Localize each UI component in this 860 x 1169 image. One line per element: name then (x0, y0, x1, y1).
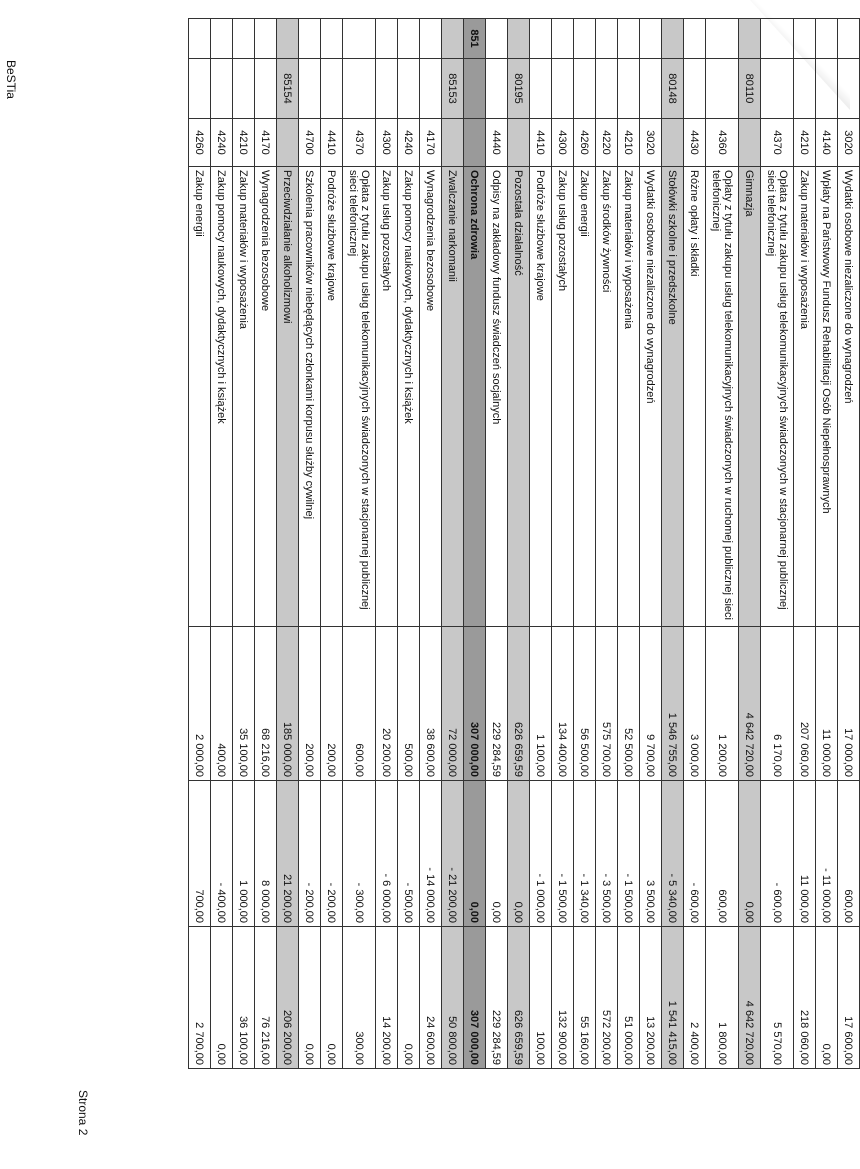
paragraf-cell (464, 119, 486, 167)
table-row (618, 19, 640, 1069)
name-cell: Wynagrodzenia bezosobowe (255, 167, 277, 627)
after-cell: 0,00 (299, 927, 321, 1069)
dzial-cell (420, 19, 442, 59)
table-row (321, 19, 343, 1069)
after-cell: 0,00 (211, 927, 233, 1069)
table-row (398, 19, 420, 1069)
dzial-cell (530, 19, 552, 59)
dzial-cell (739, 19, 761, 59)
paragraf-cell (662, 119, 684, 167)
name-cell: Zakup materiałów i wyposażenia (233, 167, 255, 627)
dzial-cell (574, 19, 596, 59)
name-cell: Pozostała działalność (508, 167, 530, 627)
table-row (640, 19, 662, 1069)
table-row (211, 19, 233, 1069)
plan-cell: 20 200,00 (376, 627, 398, 781)
change-cell: 3 500,00 (640, 781, 662, 927)
table-row (189, 19, 211, 1069)
paragraf-cell (508, 119, 530, 167)
rozdzial-cell (211, 59, 233, 119)
plan-cell: 229 284,59 (486, 627, 508, 781)
paragraf-cell: 4430 (684, 119, 706, 167)
dzial-cell (376, 19, 398, 59)
table-row (299, 19, 321, 1069)
rozdzial-cell (398, 59, 420, 119)
rozdzial-cell: 80148 (662, 59, 684, 119)
rozdzial-cell (552, 59, 574, 119)
rozdzial-cell (530, 59, 552, 119)
rozdzial-cell (574, 59, 596, 119)
dzial-cell (211, 19, 233, 59)
plan-cell: 1 100,00 (530, 627, 552, 781)
rozdzial-cell (299, 59, 321, 119)
change-cell: - 200,00 (299, 781, 321, 927)
paragraf-cell: 4370 (343, 119, 376, 167)
table-row (552, 19, 574, 1069)
after-cell: 4 642 720,00 (739, 927, 761, 1069)
dzial-cell (596, 19, 618, 59)
page-number: Strona 2 (76, 1090, 90, 1136)
name-cell: Zakup usług pozostałych (376, 167, 398, 627)
paragraf-cell: 4300 (552, 119, 574, 167)
dzial-cell (761, 19, 794, 59)
name-cell: Wydatki osobowe niezaliczone do wynagrodzeń (640, 167, 662, 627)
change-cell: 600,00 (706, 781, 739, 927)
paragraf-cell: 4260 (574, 119, 596, 167)
paragraf-cell: 4170 (420, 119, 442, 167)
plan-cell: 307 000,00 (464, 627, 486, 781)
paragraf-cell: 4410 (530, 119, 552, 167)
change-cell: 600,00 (838, 781, 860, 927)
table-row (255, 19, 277, 1069)
name-cell: Różne opłaty i składki (684, 167, 706, 627)
name-cell: Zakup środków żywności (596, 167, 618, 627)
change-cell: 0,00 (464, 781, 486, 927)
name-cell: Szkolenia pracowników niebędących członkami korpusu służby cywilnej (299, 167, 321, 627)
plan-cell: 9 700,00 (640, 627, 662, 781)
name-cell: Wydatki osobowe niezaliczone do wynagrodzeń (838, 167, 860, 627)
after-cell: 50 800,00 (442, 927, 464, 1069)
plan-cell: 207 060,00 (794, 627, 816, 781)
name-cell: Zwalczanie narkomanii (442, 167, 464, 627)
dzial-cell (233, 19, 255, 59)
paragraf-cell: 4210 (794, 119, 816, 167)
change-cell: - 400,00 (211, 781, 233, 927)
rozdzial-cell: 80195 (508, 59, 530, 119)
rozdzial-cell (761, 59, 794, 119)
change-cell: - 500,00 (398, 781, 420, 927)
change-cell: 11 000,00 (794, 781, 816, 927)
change-cell: 0,00 (739, 781, 761, 927)
rozdzial-cell: 80110 (739, 59, 761, 119)
rozdzial-cell (596, 59, 618, 119)
dzial-cell (816, 19, 838, 59)
after-cell: 0,00 (398, 927, 420, 1069)
after-cell: 229 284,59 (486, 927, 508, 1069)
name-cell: Zakup pomocy naukowych, dydaktycznych i książek (211, 167, 233, 627)
dzial-cell (838, 19, 860, 59)
paragraf-cell (442, 119, 464, 167)
paragraf-cell: 4210 (618, 119, 640, 167)
plan-cell: 38 600,00 (420, 627, 442, 781)
plan-cell: 2 000,00 (189, 627, 211, 781)
budget-table-body (189, 19, 860, 1069)
rozdzial-cell (376, 59, 398, 119)
table-row (816, 19, 838, 1069)
dzial-cell (684, 19, 706, 59)
name-cell: Podróże służbowe krajowe (321, 167, 343, 627)
table-row (684, 19, 706, 1069)
change-cell: - 1 340,00 (574, 781, 596, 927)
rozdzial-cell (255, 59, 277, 119)
rozdzial-cell (321, 59, 343, 119)
plan-cell: 11 000,00 (816, 627, 838, 781)
dzial-cell (398, 19, 420, 59)
name-cell: Opłaty z tytułu zakupu usług telekomunikacyjnych świadczonych w ruchomej publicznej sieci telefonicznej (706, 167, 739, 627)
plan-cell: 500,00 (398, 627, 420, 781)
table-row (343, 19, 376, 1069)
rozdzial-cell: 85153 (442, 59, 464, 119)
table-row (838, 19, 860, 1069)
after-cell: 0,00 (321, 927, 343, 1069)
after-cell: 55 160,00 (574, 927, 596, 1069)
plan-cell: 72 000,00 (442, 627, 464, 781)
plan-cell: 6 170,00 (761, 627, 794, 781)
table-row (662, 19, 684, 1069)
dzial-cell (189, 19, 211, 59)
plan-cell: 134 400,00 (552, 627, 574, 781)
table-row (464, 19, 486, 1069)
table-row (761, 19, 794, 1069)
table-row (596, 19, 618, 1069)
after-cell: 51 000,00 (618, 927, 640, 1069)
table-row (508, 19, 530, 1069)
change-cell: 21 200,00 (277, 781, 299, 927)
name-cell: Stołówki szkolne i przedszkolne (662, 167, 684, 627)
change-cell: - 300,00 (343, 781, 376, 927)
paragraf-cell: 4440 (486, 119, 508, 167)
budget-page (110, 18, 860, 1153)
paragraf-cell: 4300 (376, 119, 398, 167)
table-row (706, 19, 739, 1069)
rozdzial-cell (706, 59, 739, 119)
rozdzial-cell (233, 59, 255, 119)
plan-cell: 56 500,00 (574, 627, 596, 781)
paragraf-cell: 4220 (596, 119, 618, 167)
paragraf-cell: 4260 (189, 119, 211, 167)
table-row (376, 19, 398, 1069)
rozdzial-cell (838, 59, 860, 119)
rozdzial-cell (420, 59, 442, 119)
after-cell: 626 659,59 (508, 927, 530, 1069)
name-cell: Przeciwdziałanie alkoholizmowi (277, 167, 299, 627)
paragraf-cell: 4700 (299, 119, 321, 167)
plan-cell: 1 546 755,00 (662, 627, 684, 781)
paragraf-cell: 4410 (321, 119, 343, 167)
dzial-cell (508, 19, 530, 59)
change-cell: - 21 200,00 (442, 781, 464, 927)
after-cell: 100,00 (530, 927, 552, 1069)
name-cell: Wynagrodzenia bezosobowe (420, 167, 442, 627)
change-cell: - 3 500,00 (596, 781, 618, 927)
paragraf-cell: 4370 (761, 119, 794, 167)
after-cell: 572 200,00 (596, 927, 618, 1069)
after-cell: 2 400,00 (684, 927, 706, 1069)
paragraf-cell: 3020 (640, 119, 662, 167)
dzial-cell (299, 19, 321, 59)
name-cell: Zakup materiałów i wyposażenia (618, 167, 640, 627)
table-row (420, 19, 442, 1069)
rozdzial-cell (486, 59, 508, 119)
table-row (277, 19, 299, 1069)
after-cell: 132 900,00 (552, 927, 574, 1069)
change-cell: 0,00 (486, 781, 508, 927)
table-row (442, 19, 464, 1069)
name-cell: Gimnazja (739, 167, 761, 627)
table-row (530, 19, 552, 1069)
change-cell: 8 000,00 (255, 781, 277, 927)
change-cell: - 600,00 (684, 781, 706, 927)
dzial-cell (794, 19, 816, 59)
rozdzial-cell (464, 59, 486, 119)
dzial-cell (640, 19, 662, 59)
table-row (574, 19, 596, 1069)
plan-cell: 185 000,00 (277, 627, 299, 781)
table-row (739, 19, 761, 1069)
change-cell: - 6 000,00 (376, 781, 398, 927)
paragraf-cell: 3020 (838, 119, 860, 167)
after-cell: 14 200,00 (376, 927, 398, 1069)
plan-cell: 52 500,00 (618, 627, 640, 781)
change-cell: 700,00 (189, 781, 211, 927)
dzial-cell (255, 19, 277, 59)
rozdzial-cell (640, 59, 662, 119)
paragraf-cell: 4210 (233, 119, 255, 167)
dzial-cell (618, 19, 640, 59)
dzial-cell (442, 19, 464, 59)
paragraf-cell: 4140 (816, 119, 838, 167)
paragraf-cell (739, 119, 761, 167)
name-cell: Opłata z tytułu zakupu usług telekomunikacyjnych świadczonych w stacjonarnej publicznej sieci telefonicznej (343, 167, 376, 627)
plan-cell: 4 642 720,00 (739, 627, 761, 781)
dzial-cell (321, 19, 343, 59)
dzial-cell (552, 19, 574, 59)
plan-cell: 1 200,00 (706, 627, 739, 781)
dzial-cell (277, 19, 299, 59)
change-cell: - 600,00 (761, 781, 794, 927)
paragraf-cell: 4360 (706, 119, 739, 167)
name-cell: Zakup pomocy naukowych, dydaktycznych i książek (398, 167, 420, 627)
after-cell: 24 600,00 (420, 927, 442, 1069)
dzial-cell (343, 19, 376, 59)
rozdzial-cell (684, 59, 706, 119)
after-cell: 2 700,00 (189, 927, 211, 1069)
table-row (486, 19, 508, 1069)
plan-cell: 200,00 (299, 627, 321, 781)
plan-cell: 626 659,59 (508, 627, 530, 781)
plan-cell: 68 216,00 (255, 627, 277, 781)
plan-cell: 575 700,00 (596, 627, 618, 781)
change-cell: - 5 340,00 (662, 781, 684, 927)
rozdzial-cell (794, 59, 816, 119)
after-cell: 300,00 (343, 927, 376, 1069)
rozdzial-cell (816, 59, 838, 119)
table-row (233, 19, 255, 1069)
dzial-cell: 851 (464, 19, 486, 59)
plan-cell: 17 000,00 (838, 627, 860, 781)
after-cell: 1 541 415,00 (662, 927, 684, 1069)
plan-cell: 400,00 (211, 627, 233, 781)
dzial-cell (706, 19, 739, 59)
name-cell: Zakup usług pozostałych (552, 167, 574, 627)
after-cell: 36 100,00 (233, 927, 255, 1069)
change-cell: - 200,00 (321, 781, 343, 927)
dzial-cell (662, 19, 684, 59)
after-cell: 13 200,00 (640, 927, 662, 1069)
name-cell: Zakup energii (189, 167, 211, 627)
table-row (794, 19, 816, 1069)
paragraf-cell: 4240 (211, 119, 233, 167)
paragraf-cell: 4240 (398, 119, 420, 167)
after-cell: 307 000,00 (464, 927, 486, 1069)
name-cell: Opłata z tytułu zakupu usług telekomunikacyjnych świadczonych w stacjonarnej publicznej sieci telefonicznej (761, 167, 794, 627)
after-cell: 17 600,00 (838, 927, 860, 1069)
budget-table (188, 18, 860, 1069)
name-cell: Podróże służbowe krajowe (530, 167, 552, 627)
rozdzial-cell (189, 59, 211, 119)
after-cell: 1 800,00 (706, 927, 739, 1069)
name-cell: Zakup energii (574, 167, 596, 627)
rozdzial-cell (618, 59, 640, 119)
rozdzial-cell: 85154 (277, 59, 299, 119)
change-cell: 1 000,00 (233, 781, 255, 927)
plan-cell: 3 000,00 (684, 627, 706, 781)
after-cell: 5 570,00 (761, 927, 794, 1069)
name-cell: Ochrona zdrowia (464, 167, 486, 627)
after-cell: 206 200,00 (277, 927, 299, 1069)
name-cell: Zakup materiałów i wyposażenia (794, 167, 816, 627)
after-cell: 218 060,00 (794, 927, 816, 1069)
change-cell: - 1 000,00 (530, 781, 552, 927)
name-cell: Odpisy na zakładowy fundusz świadczeń socjalnych (486, 167, 508, 627)
dzial-cell (486, 19, 508, 59)
change-cell: - 1 500,00 (552, 781, 574, 927)
paragraf-cell: 4170 (255, 119, 277, 167)
plan-cell: 35 100,00 (233, 627, 255, 781)
paragraf-cell (277, 119, 299, 167)
change-cell: - 14 000,00 (420, 781, 442, 927)
change-cell: - 11 000,00 (816, 781, 838, 927)
plan-cell: 600,00 (343, 627, 376, 781)
plan-cell: 200,00 (321, 627, 343, 781)
change-cell: 0,00 (508, 781, 530, 927)
rozdzial-cell (343, 59, 376, 119)
name-cell: Wpłaty na Państwowy Fundusz Rehabilitacji Osób Niepełnosprawnych (816, 167, 838, 627)
after-cell: 0,00 (816, 927, 838, 1069)
change-cell: - 1 500,00 (618, 781, 640, 927)
brand-label: BeSTia (4, 60, 18, 99)
after-cell: 76 216,00 (255, 927, 277, 1069)
